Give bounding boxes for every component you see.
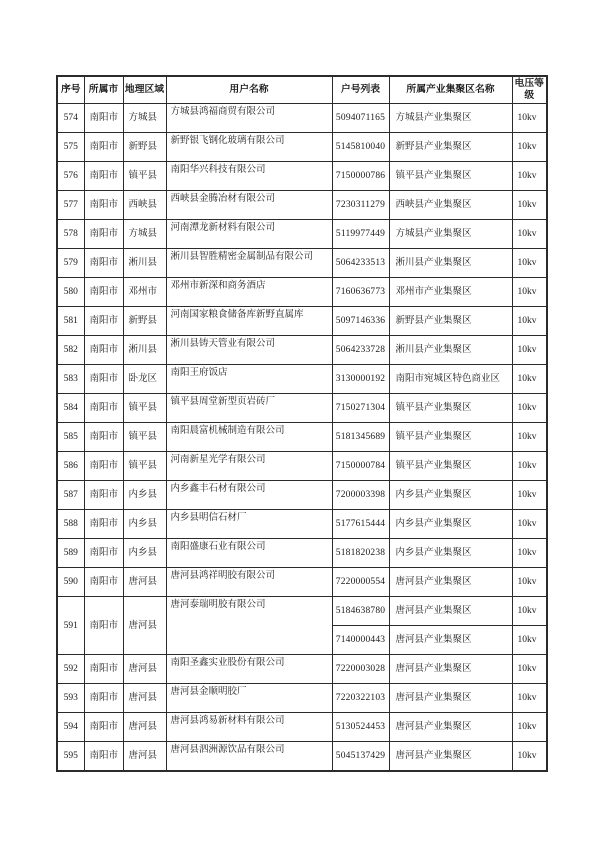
city-cell: 南阳市 [84,394,123,423]
city-cell: 南阳市 [84,597,123,655]
region-cell: 方城县 [123,220,166,249]
cluster-name-cell: 镇平县产业集聚区 [389,394,512,423]
voltage-level-cell: 10kv [512,626,547,655]
cluster-name-cell: 内乡县产业集聚区 [389,539,512,568]
city-cell: 南阳市 [84,481,123,510]
account-number-cell: 7150000784 [332,452,389,481]
table-body [57,104,547,771]
cluster-name-cell: 淅川县产业集聚区 [389,336,512,365]
table-row [57,191,547,220]
city-cell: 南阳市 [84,162,123,191]
user-name-cell: 淅川县智胜精密金属制品有限公司 [166,249,332,278]
user-name-cell: 邓州市新深和商务酒店 [166,278,332,307]
city-cell: 南阳市 [84,191,123,220]
voltage-level-cell: 10kv [512,191,547,220]
account-number-cell: 5097146336 [332,307,389,336]
region-cell: 内乡县 [123,481,166,510]
table-row [57,307,547,336]
voltage-level-cell: 10kv [512,539,547,568]
seq-cell: 591 [57,597,84,655]
table-row [57,278,547,307]
seq-cell: 588 [57,510,84,539]
city-cell: 南阳市 [84,539,123,568]
voltage-level-cell: 10kv [512,365,547,394]
table-row [57,162,547,191]
city-cell: 南阳市 [84,452,123,481]
account-number-cell: 7220003028 [332,655,389,684]
cluster-name-cell: 唐河县产业集聚区 [389,597,512,626]
table-row [57,655,547,684]
cluster-name-cell: 唐河县产业集聚区 [389,568,512,597]
table-row [57,713,547,742]
column-header-name: 用户名称 [166,76,332,104]
user-name-cell: 南阳圣鑫实业股份有限公司 [166,655,332,684]
city-cell: 南阳市 [84,365,123,394]
user-name-cell: 唐河县泗洲源饮品有限公司 [166,742,332,771]
voltage-level-cell: 10kv [512,249,547,278]
account-number-cell: 7220000554 [332,568,389,597]
table-row [57,423,547,452]
city-cell: 南阳市 [84,568,123,597]
seq-cell: 577 [57,191,84,220]
account-number-cell: 3130000192 [332,365,389,394]
table-row [57,510,547,539]
account-number-cell: 5184638780 [332,597,389,626]
table-row [57,452,547,481]
region-cell: 镇平县 [123,394,166,423]
city-cell: 南阳市 [84,133,123,162]
column-header-region: 地理区域 [123,76,166,104]
cluster-name-cell: 方城县产业集聚区 [389,104,512,133]
column-header-city: 所属市 [84,76,123,104]
seq-cell: 592 [57,655,84,684]
cluster-name-cell: 唐河县产业集聚区 [389,684,512,713]
voltage-level-cell: 10kv [512,162,547,191]
city-cell: 南阳市 [84,655,123,684]
region-cell: 淅川县 [123,249,166,278]
seq-cell: 581 [57,307,84,336]
region-cell: 镇平县 [123,162,166,191]
table-row [57,597,547,626]
seq-cell: 575 [57,133,84,162]
city-cell: 南阳市 [84,423,123,452]
voltage-level-cell: 10kv [512,220,547,249]
voltage-level-cell: 10kv [512,655,547,684]
city-cell: 南阳市 [84,713,123,742]
account-number-cell: 5064233513 [332,249,389,278]
city-cell: 南阳市 [84,336,123,365]
seq-cell: 590 [57,568,84,597]
cluster-name-cell: 镇平县产业集聚区 [389,423,512,452]
user-name-cell: 镇平县周堂新型页岩砖厂 [166,394,332,423]
account-number-cell: 5064233728 [332,336,389,365]
city-cell: 南阳市 [84,220,123,249]
table-row [57,568,547,597]
account-number-cell: 5145810040 [332,133,389,162]
region-cell: 内乡县 [123,510,166,539]
voltage-level-cell: 10kv [512,394,547,423]
voltage-level-cell: 10kv [512,307,547,336]
cluster-name-cell: 镇平县产业集聚区 [389,162,512,191]
seq-cell: 580 [57,278,84,307]
city-cell: 南阳市 [84,278,123,307]
account-number-cell: 7150000786 [332,162,389,191]
user-account-table [56,75,548,772]
table-row [57,365,547,394]
voltage-level-cell: 10kv [512,278,547,307]
voltage-level-cell: 10kv [512,597,547,626]
user-name-cell: 南阳盛康石业有限公司 [166,539,332,568]
user-name-cell: 唐河县鸿易新材料有限公司 [166,713,332,742]
cluster-name-cell: 方城县产业集聚区 [389,220,512,249]
cluster-name-cell: 淅川县产业集聚区 [389,249,512,278]
voltage-level-cell: 10kv [512,481,547,510]
user-name-cell: 南阳华兴科技有限公司 [166,162,332,191]
user-name-cell: 唐河县金顺明胶厂 [166,684,332,713]
column-header-account: 户号列表 [332,76,389,104]
cluster-name-cell: 内乡县产业集聚区 [389,510,512,539]
seq-cell: 586 [57,452,84,481]
cluster-name-cell: 邓州市产业集聚区 [389,278,512,307]
region-cell: 方城县 [123,104,166,133]
seq-cell: 593 [57,684,84,713]
cluster-name-cell: 西峡县产业集聚区 [389,191,512,220]
city-cell: 南阳市 [84,249,123,278]
user-name-cell: 河南潭龙新材料有限公司 [166,220,332,249]
user-name-cell: 方城县鸿福商贸有限公司 [166,104,332,133]
seq-cell: 594 [57,713,84,742]
region-cell: 卧龙区 [123,365,166,394]
account-number-cell: 7230311279 [332,191,389,220]
table-row [57,394,547,423]
table-row [57,684,547,713]
region-cell: 唐河县 [123,568,166,597]
region-cell: 新野县 [123,307,166,336]
cluster-name-cell: 新野县产业集聚区 [389,133,512,162]
table-row [57,220,547,249]
city-cell: 南阳市 [84,684,123,713]
region-cell: 淅川县 [123,336,166,365]
account-number-cell: 5181345689 [332,423,389,452]
seq-cell: 582 [57,336,84,365]
region-cell: 镇平县 [123,423,166,452]
user-name-cell: 淅川县铸天管业有限公司 [166,336,332,365]
seq-cell: 576 [57,162,84,191]
region-cell: 邓州市 [123,278,166,307]
region-cell: 新野县 [123,133,166,162]
table-row [57,742,547,771]
account-number-cell: 7160636773 [332,278,389,307]
cluster-name-cell: 唐河县产业集聚区 [389,742,512,771]
account-number-cell: 5181820238 [332,539,389,568]
voltage-level-cell: 10kv [512,684,547,713]
seq-cell: 595 [57,742,84,771]
user-name-cell: 内乡鑫丰石材有限公司 [166,481,332,510]
table-row [57,104,547,133]
voltage-level-cell: 10kv [512,423,547,452]
account-number-cell: 7140000443 [332,626,389,655]
account-number-cell: 5045137429 [332,742,389,771]
column-header-cluster: 所属产业集聚区名称 [389,76,512,104]
region-cell: 唐河县 [123,655,166,684]
user-name-cell: 唐河泰瑞明胶有限公司 [166,597,332,655]
cluster-name-cell: 唐河县产业集聚区 [389,713,512,742]
cluster-name-cell: 唐河县产业集聚区 [389,626,512,655]
seq-cell: 574 [57,104,84,133]
voltage-level-cell: 10kv [512,336,547,365]
account-number-cell: 7150271304 [332,394,389,423]
region-cell: 内乡县 [123,539,166,568]
user-name-cell: 新野银飞钢化玻璃有限公司 [166,133,332,162]
account-number-cell: 5094071165 [332,104,389,133]
region-cell: 唐河县 [123,597,166,655]
account-number-cell: 7200003398 [332,481,389,510]
table-row [57,336,547,365]
voltage-level-cell: 10kv [512,104,547,133]
city-cell: 南阳市 [84,510,123,539]
table-header [57,76,547,104]
region-cell: 镇平县 [123,452,166,481]
region-cell: 唐河县 [123,684,166,713]
user-name-cell: 河南国家粮食储备库新野直属库 [166,307,332,336]
account-number-cell: 5177615444 [332,510,389,539]
cluster-name-cell: 新野县产业集聚区 [389,307,512,336]
cluster-name-cell: 唐河县产业集聚区 [389,655,512,684]
city-cell: 南阳市 [84,742,123,771]
user-name-cell: 唐河县鸿祥明胶有限公司 [166,568,332,597]
seq-cell: 589 [57,539,84,568]
account-number-cell: 5119977449 [332,220,389,249]
column-header-seq: 序号 [57,76,84,104]
voltage-level-cell: 10kv [512,510,547,539]
voltage-level-cell: 10kv [512,133,547,162]
table-row [57,249,547,278]
account-number-cell: 7220322103 [332,684,389,713]
city-cell: 南阳市 [84,307,123,336]
voltage-level-cell: 10kv [512,742,547,771]
seq-cell: 584 [57,394,84,423]
user-name-cell: 河南新星光学有限公司 [166,452,332,481]
user-name-cell: 南阳晨富机械制造有限公司 [166,423,332,452]
voltage-level-cell: 10kv [512,713,547,742]
seq-cell: 583 [57,365,84,394]
cluster-name-cell: 内乡县产业集聚区 [389,481,512,510]
region-cell: 西峡县 [123,191,166,220]
account-number-cell: 5130524453 [332,713,389,742]
user-name-cell: 南阳王府饭店 [166,365,332,394]
region-cell: 唐河县 [123,742,166,771]
user-name-cell: 内乡县明信石材厂 [166,510,332,539]
table-row [57,133,547,162]
seq-cell: 585 [57,423,84,452]
region-cell: 唐河县 [123,713,166,742]
table-row [57,539,547,568]
table-row [57,481,547,510]
column-header-voltage: 电压等级 [512,76,547,104]
voltage-level-cell: 10kv [512,452,547,481]
user-name-cell: 西峡县金腾冶材有限公司 [166,191,332,220]
voltage-level-cell: 10kv [512,568,547,597]
header-row [57,76,547,104]
cluster-name-cell: 南阳市宛城区特色商业区 [389,365,512,394]
city-cell: 南阳市 [84,104,123,133]
seq-cell: 578 [57,220,84,249]
seq-cell: 587 [57,481,84,510]
seq-cell: 579 [57,249,84,278]
cluster-name-cell: 镇平县产业集聚区 [389,452,512,481]
